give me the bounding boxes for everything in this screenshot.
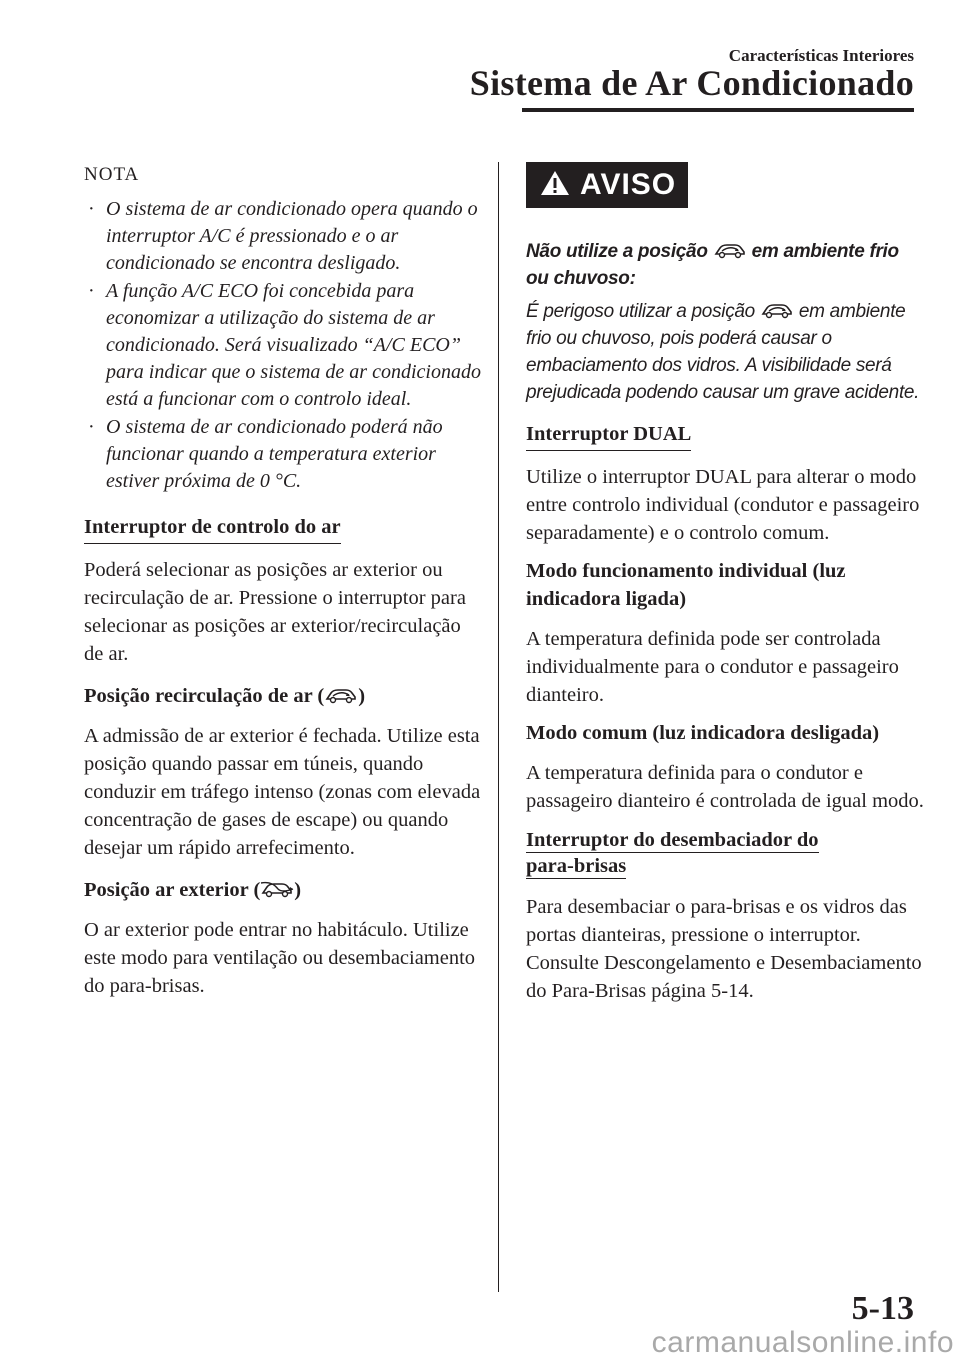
intake-text: Poderá selecionar as posições ar exterior ou recirculação de ar. Pressione o interruptor para selecionar as posições ar exterior/recirculação de ar. [84,559,466,666]
outside-air-car-icon [760,300,794,320]
warning-triangle-icon [540,170,570,201]
recirculation-car-icon [324,685,358,705]
warning-body: É perigoso utilizar a posição em ambiente frio ou chuvoso, pois poderá causar o embaciamento dos vidros. A visibilidade será prejudicada podendo causar um grave acidente. [526,301,920,403]
dual-heading: Interruptor DUAL [526,420,691,451]
common-text: A temperatura definida para o condutor e passageiro dianteiro é controlada de igual modo. [526,762,924,812]
individual-text: A temperatura definida pode ser controlada individualmente para o condutor e passageiro dianteiro. [526,628,899,706]
right-column [526,158,926,1005]
page-number: 5-13 [851,1290,914,1327]
note-item: · O sistema de ar condicionado poderá não funcionar quando a temperatura exterior estiver próxima de 0 °C. [88,415,443,493]
recirc-text: A admissão de ar exterior é fechada. Utilize esta posição quando passar em túneis, quando conduzir em tráfego intenso (zonas com elevada concentração de gases de escape) ou quando desejar um rápido arrefecimento. [84,725,481,860]
header-section-label: Características Interiores [728,46,914,65]
outside-air-car-icon [713,240,747,260]
bullet-icon: · [88,198,95,220]
warning-heading: Não utilize a posição em ambiente frio ou chuvoso: [526,241,899,289]
bullet-icon: · [88,415,95,438]
left-column [84,158,484,1000]
recirc-heading: Posição recirculação de ar ( ) [84,685,366,708]
outside-heading: Posição ar exterior ( ) [84,879,302,902]
warning-box [526,162,688,208]
watermark: carmanualsonline.info [651,1326,954,1359]
dual-text: Utilize o interruptor DUAL para alterar o modo entre controlo individual (condutor e passageiro separadamente) e o controlo comum. [526,466,920,544]
intake-heading: Interruptor de controlo do ar [84,513,341,544]
header-rule [522,108,914,112]
individual-heading: Modo funcionamento individual (luz indicadora ligada) [526,560,846,610]
warning-label: AVISO [580,168,677,201]
defroster-heading: Interruptor do desembaciador do para-brisas [526,829,819,877]
defroster-reference: Consulte Descongelamento e Desembaciamento do Para-Brisas página 5-14. [526,952,922,1002]
page-title: Sistema de Ar Condicionado [469,63,914,103]
note-list [84,196,484,495]
bullet-icon: · [88,279,95,302]
column-divider [498,162,499,1292]
note-label: NOTA [84,164,140,185]
outside-text: O ar exterior pode entrar no habitáculo. Utilize este modo para ventilação ou desembaciamento do para-brisas. [84,919,476,998]
outside-air-car-icon [260,879,294,899]
note-item: · O sistema de ar condicionado opera quando o interruptor A/C é pressionado e o ar condicionado se encontra desligado. [88,198,478,275]
defroster-text: Para desembaciar o para-brisas e os vidros das portas dianteiras, pressione o interruptor. [526,896,907,946]
common-heading: Modo comum (luz indicadora desligada) [526,722,880,744]
note-item: · A função A/C ECO foi concebida para economizar a utilização do sistema de ar condicionado. Será visualizado “A/C ECO” para indicar que o sistema de ar condicionado está a funcionar com o controlo ideal. [88,279,481,411]
